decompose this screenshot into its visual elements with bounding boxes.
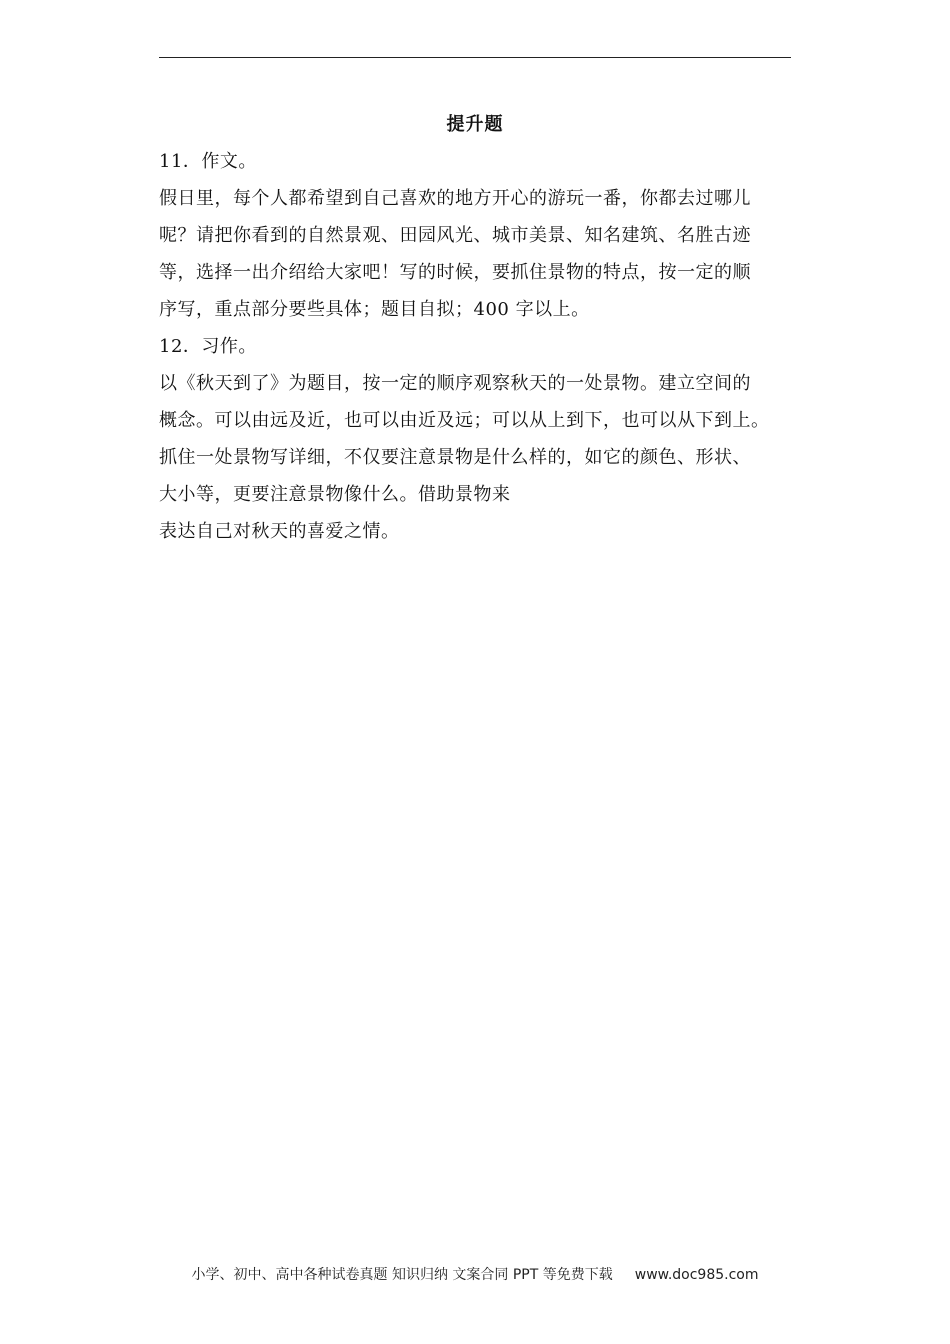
question-11-text-line: 假日里，每个人都希望到自己喜欢的地方开心的游玩一番，你都去过哪儿 (159, 188, 751, 209)
question-12-text-line: 表达自己对秋天的喜爱之情。 (159, 521, 400, 542)
header-rule (159, 57, 791, 58)
footer (0, 1264, 950, 1284)
question-11-heading: 11．作文。 (159, 151, 257, 172)
question-12-text-line: 大小等，更要注意景物像什么。借助景物来 (159, 484, 511, 505)
question-12-text-line: 以《秋天到了》为题目，按一定的顺序观察秋天的一处景物。建立空间的 (159, 373, 751, 394)
footer-text: 小学、初中、高中各种试卷真题 知识归纳 文案合同 PPT 等免费下载 (191, 1267, 613, 1283)
footer-url-link[interactable]: www.doc985.com (634, 1267, 759, 1283)
document-body (159, 143, 819, 550)
question-12-heading: 12．习作。 (159, 336, 257, 357)
question-11-text-line: 序写，重点部分要些具体；题目自拟；400 字以上。 (159, 299, 590, 320)
question-12-text-line: 概念。可以由远及近，也可以由近及远；可以从上到下，也可以从下到上。 (159, 410, 770, 431)
question-12-text-line: 抓住一处景物写详细，不仅要注意景物是什么样的，如它的颜色、形状、 (159, 447, 751, 468)
section-title: 提升题 (446, 114, 504, 135)
question-11-text-line: 呢？请把你看到的自然景观、田园风光、城市美景、知名建筑、名胜古迹 (159, 225, 751, 246)
question-11-text-line: 等，选择一出介绍给大家吧！写的时候，要抓住景物的特点，按一定的顺 (159, 262, 751, 283)
